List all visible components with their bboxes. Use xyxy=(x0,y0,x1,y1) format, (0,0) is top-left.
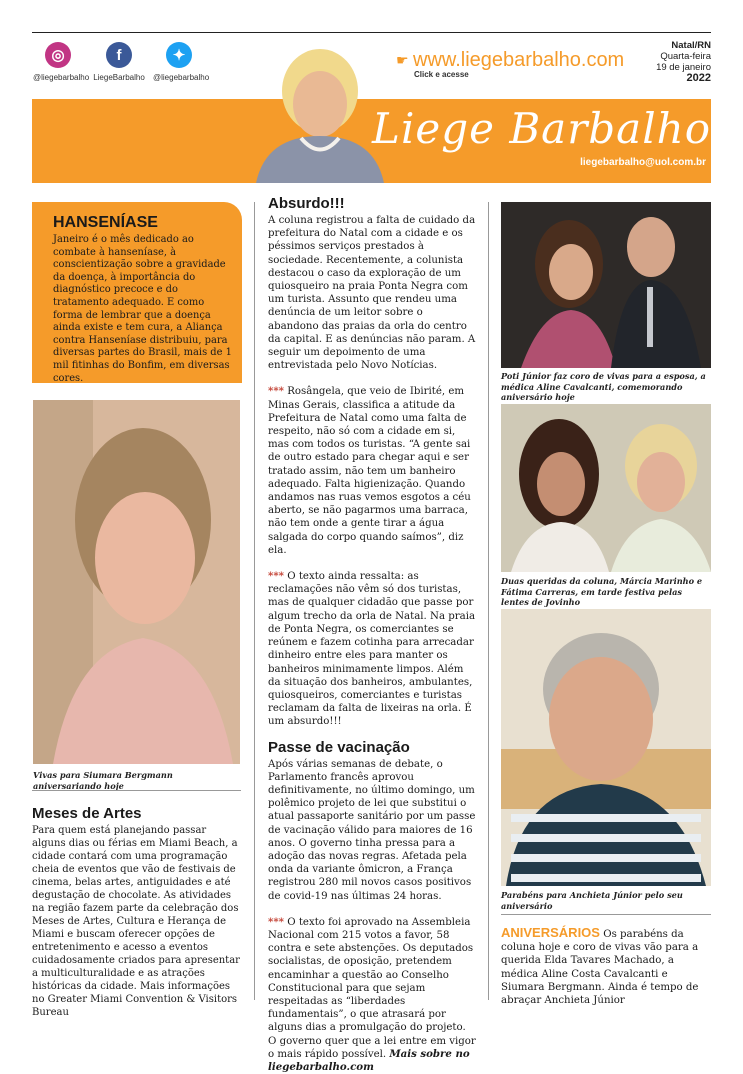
instagram-handle: @liegebarbalho xyxy=(33,73,90,82)
aniversarios-text: Os parabéns da coluna hoje e coro de vivas vão para a querida Elda Tavares Machado, a médica Aline Costa Cavalcanti e Siumara Bergmann. Ainda é tempo de abraçar Anchieta Júnior xyxy=(501,929,699,1007)
absurdo-p1: A coluna registrou a falta de cuidado da prefeitura do Natal com a cidade e os péssimos serviços prestados à sociedade. Recentemente, a colunista destacou o caso da exploração de um quiosqueiro na praia Ponta Negra com um turista. Assunto que rendeu uma denúncia de um leitor sobre o abandono das praias da orla do centro da capital. E as denúncias não param. A seguir um depoimento de uma entrevistada pelo Novo Notícias. xyxy=(268,215,476,372)
poti-caption: Poti Júnior faz coro de vivas para a esposa, a médica Aline Cavalcanti, comemorando aniversário hoje xyxy=(501,371,706,402)
right-separator xyxy=(501,914,711,915)
social-facebook[interactable] xyxy=(93,42,145,82)
absurdo-p2: Rosângela, que veio de Ibirité, em Minas Gerais, classifica a atitude da Prefeitura de Natal como uma falta de respeito, não só com a cidade em si, mas com todos os turistas. “A gente sai de outro estado para chegar aqui e ser tratado assim, não tem um banheiro adequado. Falta higienização. Quando andamos nas ruas vemos esgotos a céu aberto, se não pagarmos uma barraca, não tem onde a gente tirar a água salgada do corpo quando saímos”, diz ela. xyxy=(268,386,471,556)
meses-artes-section xyxy=(32,805,241,1019)
passe-p2: O texto foi aprovado na Assembleia Nacional com 215 votos a favor, 58 contra e sete abstenções. Os deputados socialistas, de oposição, pretendem encaminhar a questão ao Conselho Constitucional para que sejam respeitadas as “liberdades fundamentais”, o que atrasará por alguns dias a promulgação do projeto. O governo quer que a lei entre em vigor o mais rápido possível. xyxy=(268,916,476,1060)
left-separator xyxy=(32,790,241,791)
more-link[interactable]: Mais sobre no liegebarbalho.com xyxy=(268,1047,470,1073)
aniversarios-title: ANIVERSÁRIOS xyxy=(501,925,600,940)
passe-p2-wrap xyxy=(268,916,476,1074)
anchieta-photo xyxy=(501,609,711,886)
hanseniase-text: Janeiro é o mês dedicado ao combate à hanseníase, à conscientização sobre a gravidade da doença, à importância do diagnóstico precoce e do tratamento adequado. E como forma de lembrar que a doença ainda existe e tem cura, a Aliança contra Hanseníase distribuiu, para diversas partes do Brasil, mais de 1 mil fitinhas do Bonfim, em diversas cores. xyxy=(53,234,232,384)
stars-1: *** xyxy=(268,385,284,398)
siumara-photo xyxy=(33,400,240,764)
website-link[interactable] xyxy=(396,49,636,79)
stars-2: *** xyxy=(268,570,284,583)
meses-artes-title: Meses de Artes xyxy=(32,805,142,822)
divider-right xyxy=(488,202,489,1000)
website-url: www.liegebarbalho.com xyxy=(413,49,625,71)
date: 19 de janeiro xyxy=(656,62,711,73)
poti-aline-photo xyxy=(501,202,711,368)
absurdo-title: Absurdo!!! xyxy=(268,195,345,212)
top-rule xyxy=(32,32,711,33)
absurdo-p3-wrap xyxy=(268,570,476,728)
passe-p1: Após várias semanas de debate, o Parlamento francês aprovou definitivamente, no último domingo, um polêmico projeto de lei que substitui o atual passaporte sanitário por um passe de vacinação válido para maiores de 16 anos. O governo tinha pressa para a adoção das novas regras. Afetada pela onda da variante ômicron, a França registrou 280 mil novos casos positivos de covid-19 nas últimas 24 horas. xyxy=(268,758,476,902)
aniversarios-section xyxy=(501,926,711,1007)
click-text: Click e acesse xyxy=(414,70,469,79)
facebook-icon: f xyxy=(106,42,132,68)
instagram-icon: ◎ xyxy=(45,42,71,68)
anchieta-caption: Parabéns para Anchieta Júnior pelo seu aniversário xyxy=(501,890,683,911)
absurdo-p3: O texto ainda ressalta: as reclamações não vêm só dos turistas, mas de qualquer cidadão que passe por algum trecho da orla de Natal. Na praia de Ponta Negra, os comerciantes se reúnem e fazem cotinha para arrecadar dinheiro entre eles para manter os banheiros minimamente limpos. Além da situação dos banheiros, ambulantes, quiosqueiros, comerciantes e turistas reclamam da falta de lixeiras na orla. É um absurdo!!! xyxy=(268,571,476,728)
siumara-caption: Vivas para Siumara Bergmann aniversariando hoje xyxy=(33,770,173,791)
hanseniase-content xyxy=(53,214,233,385)
weekday: Quarta-feira xyxy=(660,51,711,62)
pointer-icon: ☛ xyxy=(396,53,409,69)
city: Natal/RN xyxy=(671,40,711,51)
passe-title: Passe de vacinação xyxy=(268,738,410,756)
absurdo-p2-wrap xyxy=(268,385,476,557)
marcia-fatima-photo xyxy=(501,404,711,572)
social-instagram[interactable] xyxy=(33,42,90,82)
middle-column xyxy=(268,195,476,1074)
divider-left xyxy=(254,202,255,1000)
column-email[interactable]: liegebarbalho@uol.com.br xyxy=(580,157,706,168)
social-twitter[interactable] xyxy=(153,42,210,82)
marcia-caption: Duas queridas da coluna, Márcia Marinho e Fátima Carreras, em tarde festiva pelas lentes de Jovinho xyxy=(501,576,703,607)
date-block xyxy=(656,40,711,84)
stars-3: *** xyxy=(268,915,284,928)
aniversarios-wrap xyxy=(501,926,711,1007)
twitter-icon: ✦ xyxy=(166,42,192,68)
year: 2022 xyxy=(686,72,711,84)
hanseniase-title: HANSENÍASE xyxy=(53,214,158,231)
columnist-photo xyxy=(246,36,394,183)
twitter-handle: @liegebarbalho xyxy=(153,73,210,82)
meses-artes-text: Para quem está planejando passar alguns dias ou férias em Miami Beach, a cidade contará com uma programação cheia de eventos que vão de festivais de cinema, belas artes, antiguidades e até degustação de chocolate. As atividades na região fazem parte da celebração dos Meses de Artes, Cultura e Herança de Miami e buscam oferecer opções de entretenimento e acesso a eventos cuidadosamente criados para apresentar a multiculturalidade e as atrações históricas da cidade. Mais informações no Greater Miami Convention & Visitors Bureau xyxy=(32,825,240,1018)
column-title: Liege Barbalho xyxy=(372,104,711,153)
facebook-handle: LiegeBarbalho xyxy=(93,73,145,82)
